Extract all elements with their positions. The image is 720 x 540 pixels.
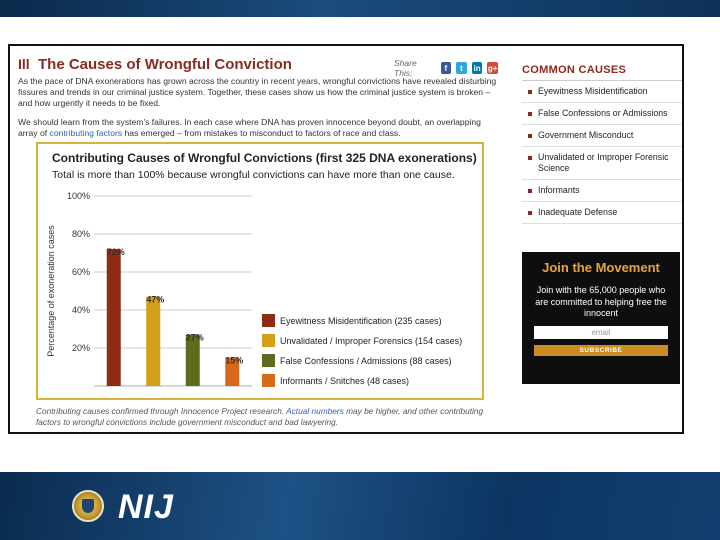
sidebar-item-inadequate-defense[interactable]: Inadequate Defense	[522, 202, 682, 224]
para2-text-start: We should learn from the system's failures. In each case where DNA has proven innocence beyond doubt, an overlapping array of	[18, 117, 481, 138]
actual-numbers-link[interactable]: Actual numbers	[286, 406, 344, 416]
join-movement-panel	[522, 252, 680, 384]
chart-box	[36, 142, 484, 400]
google-plus-icon[interactable]: g+	[487, 63, 498, 73]
bar-value-label: 47%	[146, 294, 165, 305]
second-paragraph	[18, 117, 498, 139]
legend-swatch	[262, 374, 275, 387]
legend-swatch	[262, 314, 275, 327]
sidebar-title: COMMON CAUSES	[522, 64, 682, 81]
sidebar-item-government-misconduct[interactable]: Government Misconduct	[522, 125, 682, 147]
chart-footnote	[36, 406, 486, 428]
chart-subtitle: Total is more than 100% because wrongful convictions can have more than one cause.	[52, 169, 455, 181]
title-mark: Ill	[18, 56, 30, 72]
legend-label: False Confessions / Admissions (88 cases)	[280, 356, 452, 366]
top-banner	[0, 0, 720, 17]
contributing-factors-link[interactable]: contributing factors	[49, 128, 123, 138]
article-title: The Causes of Wrongful Conviction	[38, 55, 292, 73]
bar-chart	[38, 144, 482, 398]
common-causes-sidebar	[522, 64, 682, 224]
bottom-banner	[0, 472, 720, 540]
legend-label: Informants / Snitches (48 cases)	[280, 376, 410, 386]
y-tick-label: 100%	[66, 191, 90, 201]
sidebar-item-informants[interactable]: Informants	[522, 180, 682, 202]
facebook-icon[interactable]: f	[441, 62, 452, 74]
y-tick-label: 40%	[71, 305, 90, 315]
bar-value-label: 72%	[106, 247, 125, 258]
legend-label: Unvalidated / Improper Forensics (154 cases)	[280, 336, 463, 346]
sidebar-item-false-confessions[interactable]: False Confessions or Admissions	[522, 103, 682, 125]
footnote-text-start: Contributing causes confirmed through Innocence Project research.	[36, 406, 287, 416]
intro-paragraph: As the pace of DNA exonerations has grown across the country in recent years, wrongful convictions have revealed disturbing fissures and trends in our criminal justice system. Together, these cases show us how the criminal justice system is broken – and how urgently it needs to be fixed.	[18, 76, 497, 108]
chart-title: Contributing Causes of Wrongful Convictions (first 325 DNA exonerations)	[52, 151, 477, 165]
bar	[146, 297, 160, 386]
join-title: Join the Movement	[542, 260, 660, 275]
share-bar	[394, 58, 498, 78]
legend-swatch	[262, 334, 275, 347]
para2-text-end: has emerged – from mistakes to misconduct to factors of race and class.	[122, 128, 401, 138]
share-label: Share This:	[394, 58, 417, 78]
subscribe-button[interactable]: SUBSCRIBE	[534, 345, 668, 356]
linkedin-icon[interactable]: in	[473, 63, 481, 73]
twitter-icon[interactable]: t	[456, 62, 467, 74]
y-tick-label: 20%	[71, 343, 90, 353]
y-tick-label: 60%	[71, 267, 90, 277]
legend-swatch	[262, 354, 275, 367]
bar	[107, 249, 121, 386]
y-axis-label: Percentage of exoneration cases	[46, 225, 56, 357]
email-input[interactable]: email	[534, 326, 668, 339]
sidebar-item-forensic-science[interactable]: Unvalidated or Improper Forensic Science	[522, 147, 682, 180]
article	[18, 54, 498, 139]
bar-value-label: 15%	[225, 355, 244, 366]
join-text: Join with the 65,000 people who are committed to helping free the innocent	[535, 285, 667, 318]
footnote-text-end: may be higher, and other contributing factors to wrongful convictions include government misconduct and bad lawyering.	[36, 406, 484, 427]
doj-seal-icon	[72, 490, 104, 522]
nij-logo: NIJ	[118, 488, 174, 526]
screenshot-frame	[8, 44, 684, 434]
bar-value-label: 27%	[185, 332, 204, 343]
sidebar-item-eyewitness[interactable]: Eyewitness Misidentification	[522, 81, 682, 103]
y-tick-label: 80%	[71, 229, 90, 239]
legend-label: Eyewitness Misidentification (235 cases)	[280, 316, 442, 326]
